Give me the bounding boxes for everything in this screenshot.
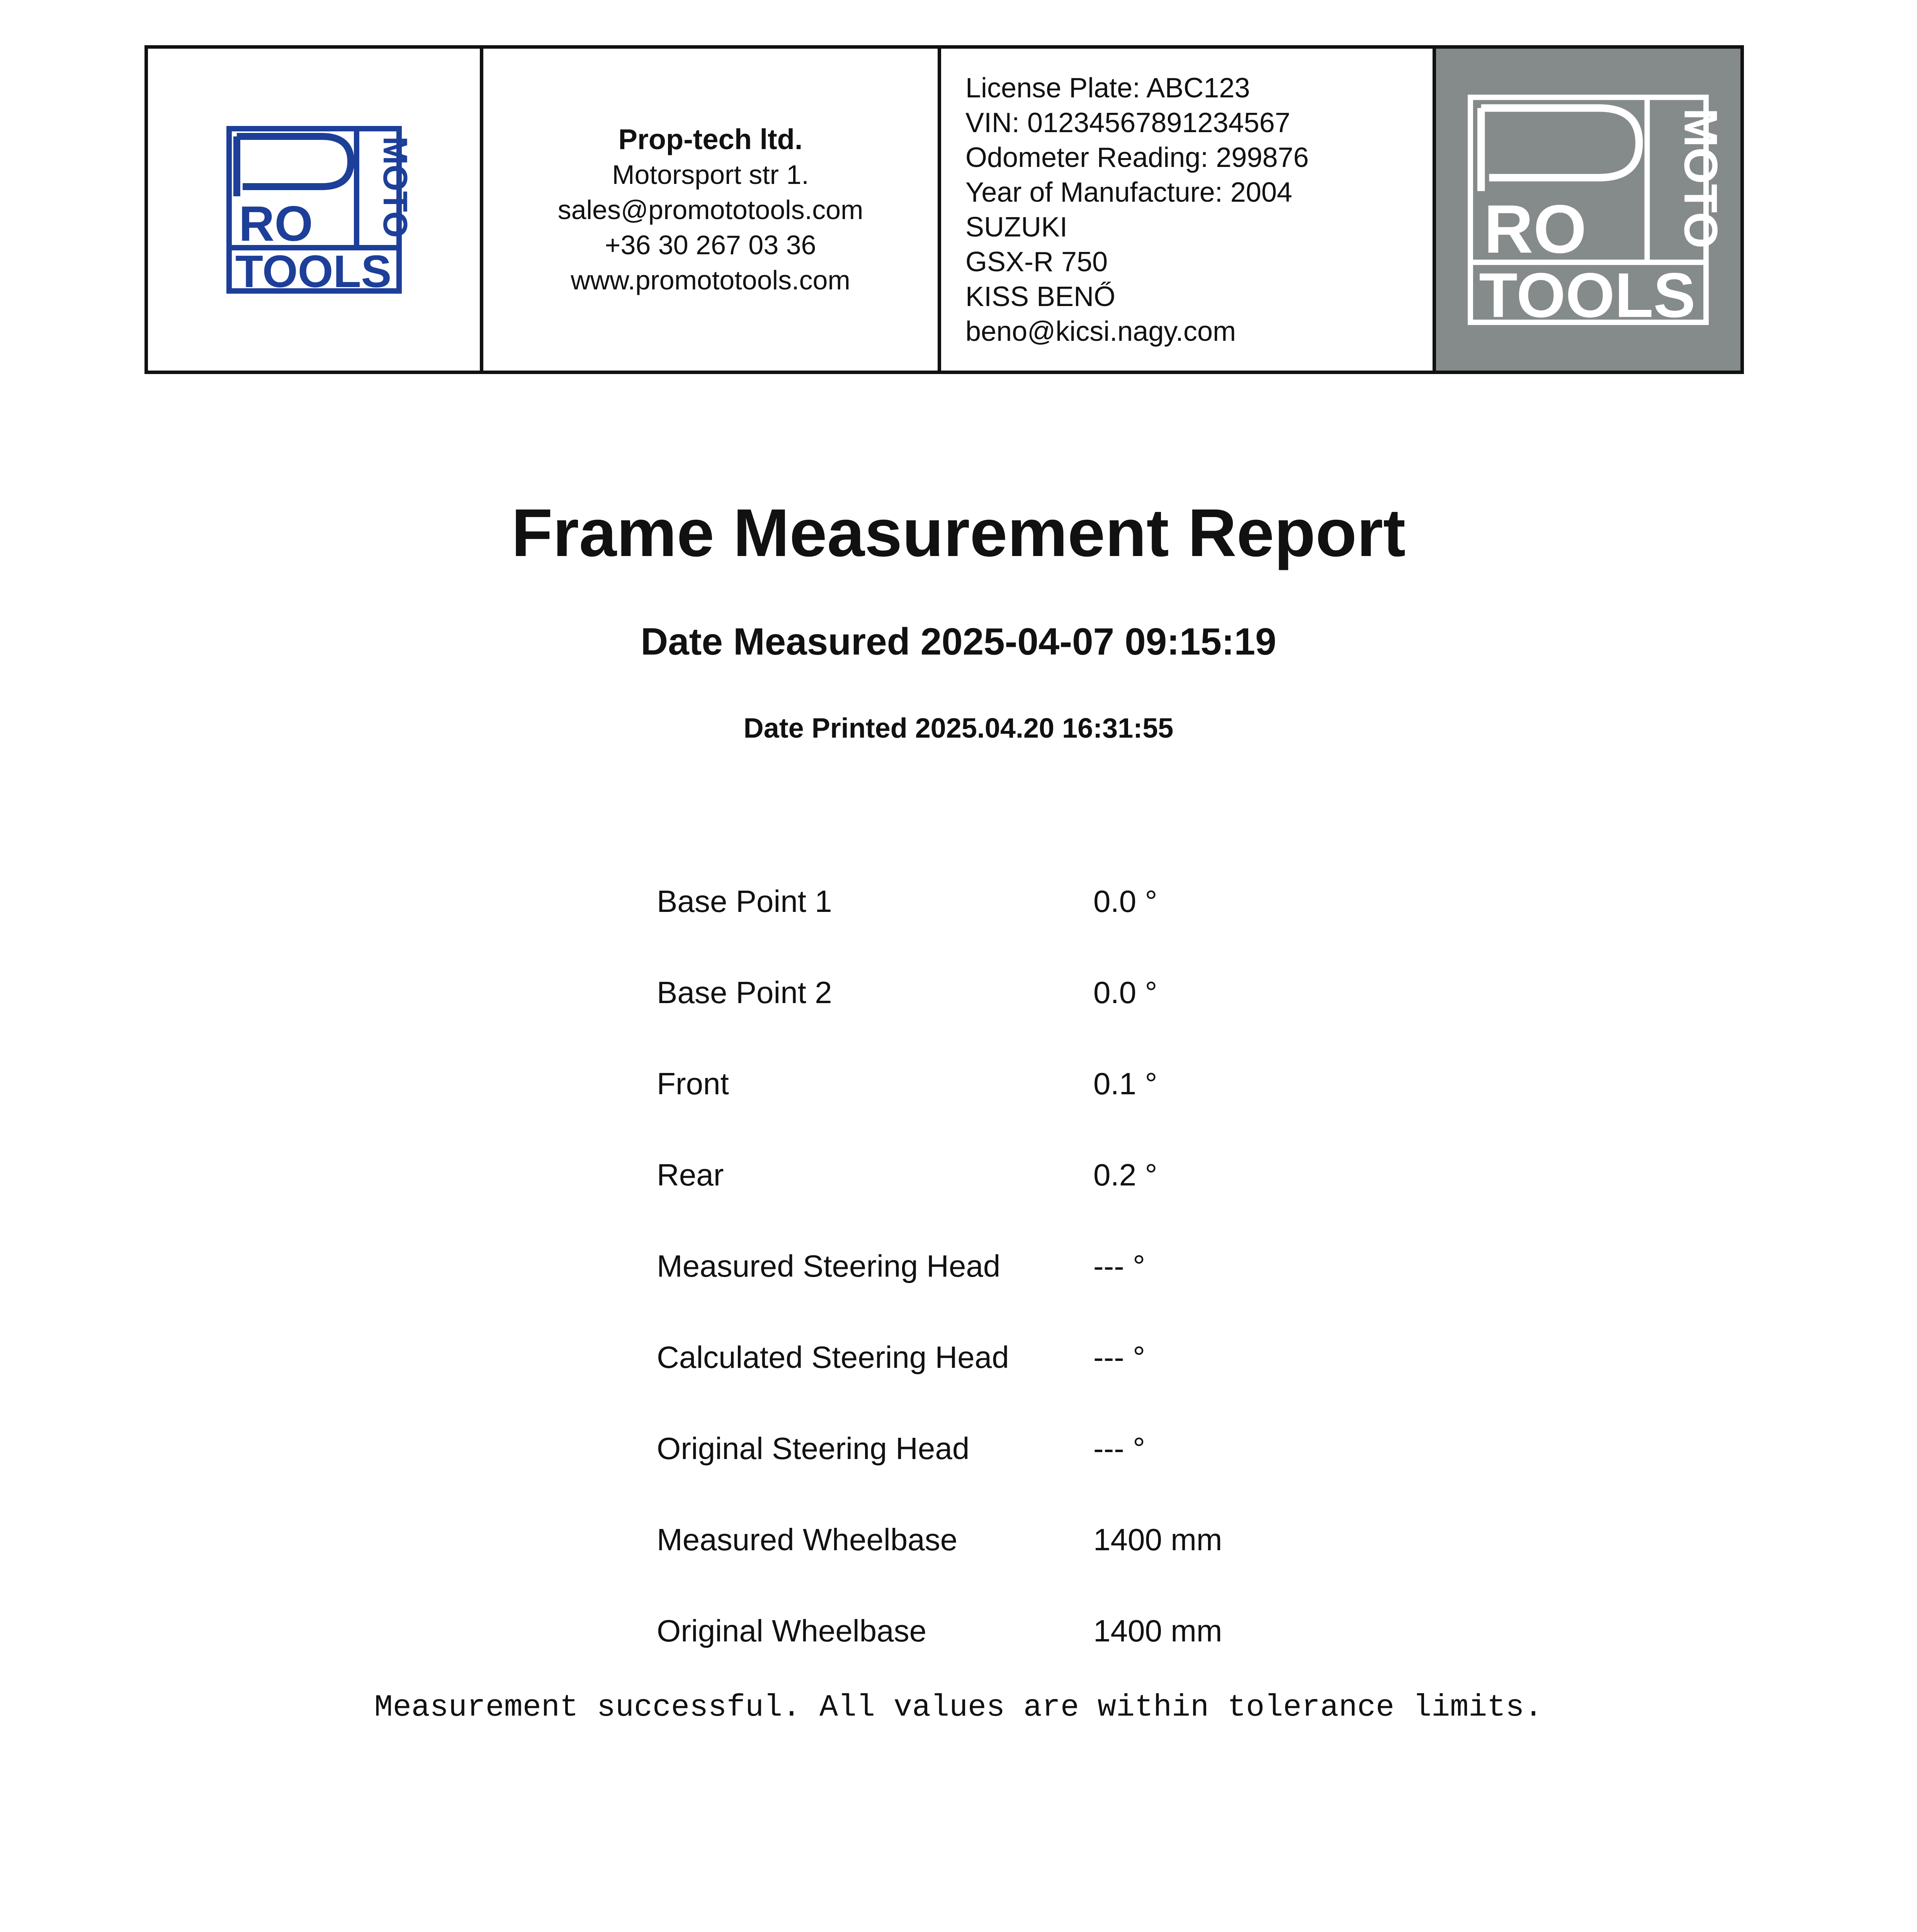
measurement-label: Rear xyxy=(657,1158,724,1192)
owner-email: beno@kicsi.nagy.com xyxy=(965,316,1236,347)
header-table xyxy=(144,45,1744,374)
measurement-value: --- ° xyxy=(1093,1340,1145,1374)
date-printed: Date Printed 2025.04.20 16:31:55 xyxy=(743,713,1174,744)
logo-left-cell xyxy=(148,49,483,371)
measurement-value: 1400 mm xyxy=(1093,1522,1222,1557)
measurement-row xyxy=(657,1494,1352,1585)
measurement-value: 0.2 ° xyxy=(1093,1158,1157,1192)
measurement-label: Original Wheelbase xyxy=(657,1614,927,1648)
date-measured: Date Measured 2025-04-07 09:15:19 xyxy=(641,620,1276,663)
measurement-value: 0.1 ° xyxy=(1093,1066,1157,1101)
measurement-label: Measured Wheelbase xyxy=(657,1522,958,1557)
company-phone: +36 30 267 03 36 xyxy=(605,230,816,260)
measurement-row xyxy=(657,1403,1352,1494)
company-address: Motorsport str 1. xyxy=(612,159,809,190)
measurement-label: Front xyxy=(657,1066,729,1101)
measurement-row xyxy=(657,1038,1352,1129)
company-email: sales@promototools.com xyxy=(557,194,863,225)
measurement-value: 1400 mm xyxy=(1093,1614,1222,1648)
company-name: Prop-tech ltd. xyxy=(618,123,803,155)
measurements-table xyxy=(657,856,1352,1677)
measurement-row xyxy=(657,1221,1352,1312)
company-website: www.promototools.com xyxy=(571,265,850,295)
logo-right-text-ro: RO xyxy=(1484,190,1587,267)
promoto-tools-logo-blue xyxy=(225,125,415,297)
measurement-value: --- ° xyxy=(1093,1431,1145,1466)
measurement-label: Measured Steering Head xyxy=(657,1249,1001,1283)
report-title: Frame Measurement Report xyxy=(511,495,1406,571)
vehicle-model: GSX-R 750 xyxy=(965,246,1108,277)
vin: VIN: 01234567891234567 xyxy=(965,107,1290,138)
measurement-value: --- ° xyxy=(1093,1249,1145,1283)
measurement-row xyxy=(657,947,1352,1038)
logo-text-ro: RO xyxy=(238,196,313,252)
vehicle-make: SUZUKI xyxy=(965,211,1068,243)
logo-right-cell xyxy=(1436,49,1740,371)
measurement-row xyxy=(657,1129,1352,1221)
measurement-value: 0.0 ° xyxy=(1093,884,1157,918)
measurement-label: Original Steering Head xyxy=(657,1431,970,1466)
logo-right-text-moto: MOTO xyxy=(1674,108,1727,248)
measurement-value: 0.0 ° xyxy=(1093,975,1157,1010)
year-of-manufacture: Year of Manufacture: 2004 xyxy=(965,177,1292,208)
odometer-reading: Odometer Reading: 299876 xyxy=(965,142,1309,173)
measurement-row xyxy=(657,1585,1352,1677)
vehicle-info-cell xyxy=(941,49,1436,371)
status-message: Measurement successful. All values are within tolerance limits. xyxy=(374,1690,1543,1725)
measurement-label: Base Point 1 xyxy=(657,884,832,918)
promoto-tools-logo-white xyxy=(1463,92,1727,330)
measurement-label: Calculated Steering Head xyxy=(657,1340,1009,1374)
measurement-label: Base Point 2 xyxy=(657,975,832,1010)
company-info-cell xyxy=(483,49,941,371)
license-plate: License Plate: ABC123 xyxy=(965,72,1250,104)
logo-text-tools: TOOLS xyxy=(235,246,391,297)
measurement-row xyxy=(657,1312,1352,1403)
measurement-row xyxy=(657,856,1352,947)
logo-text-moto: MOTO xyxy=(376,136,415,238)
owner-name: KISS BENŐ xyxy=(965,281,1116,312)
logo-right-text-tools: TOOLS xyxy=(1479,259,1696,330)
